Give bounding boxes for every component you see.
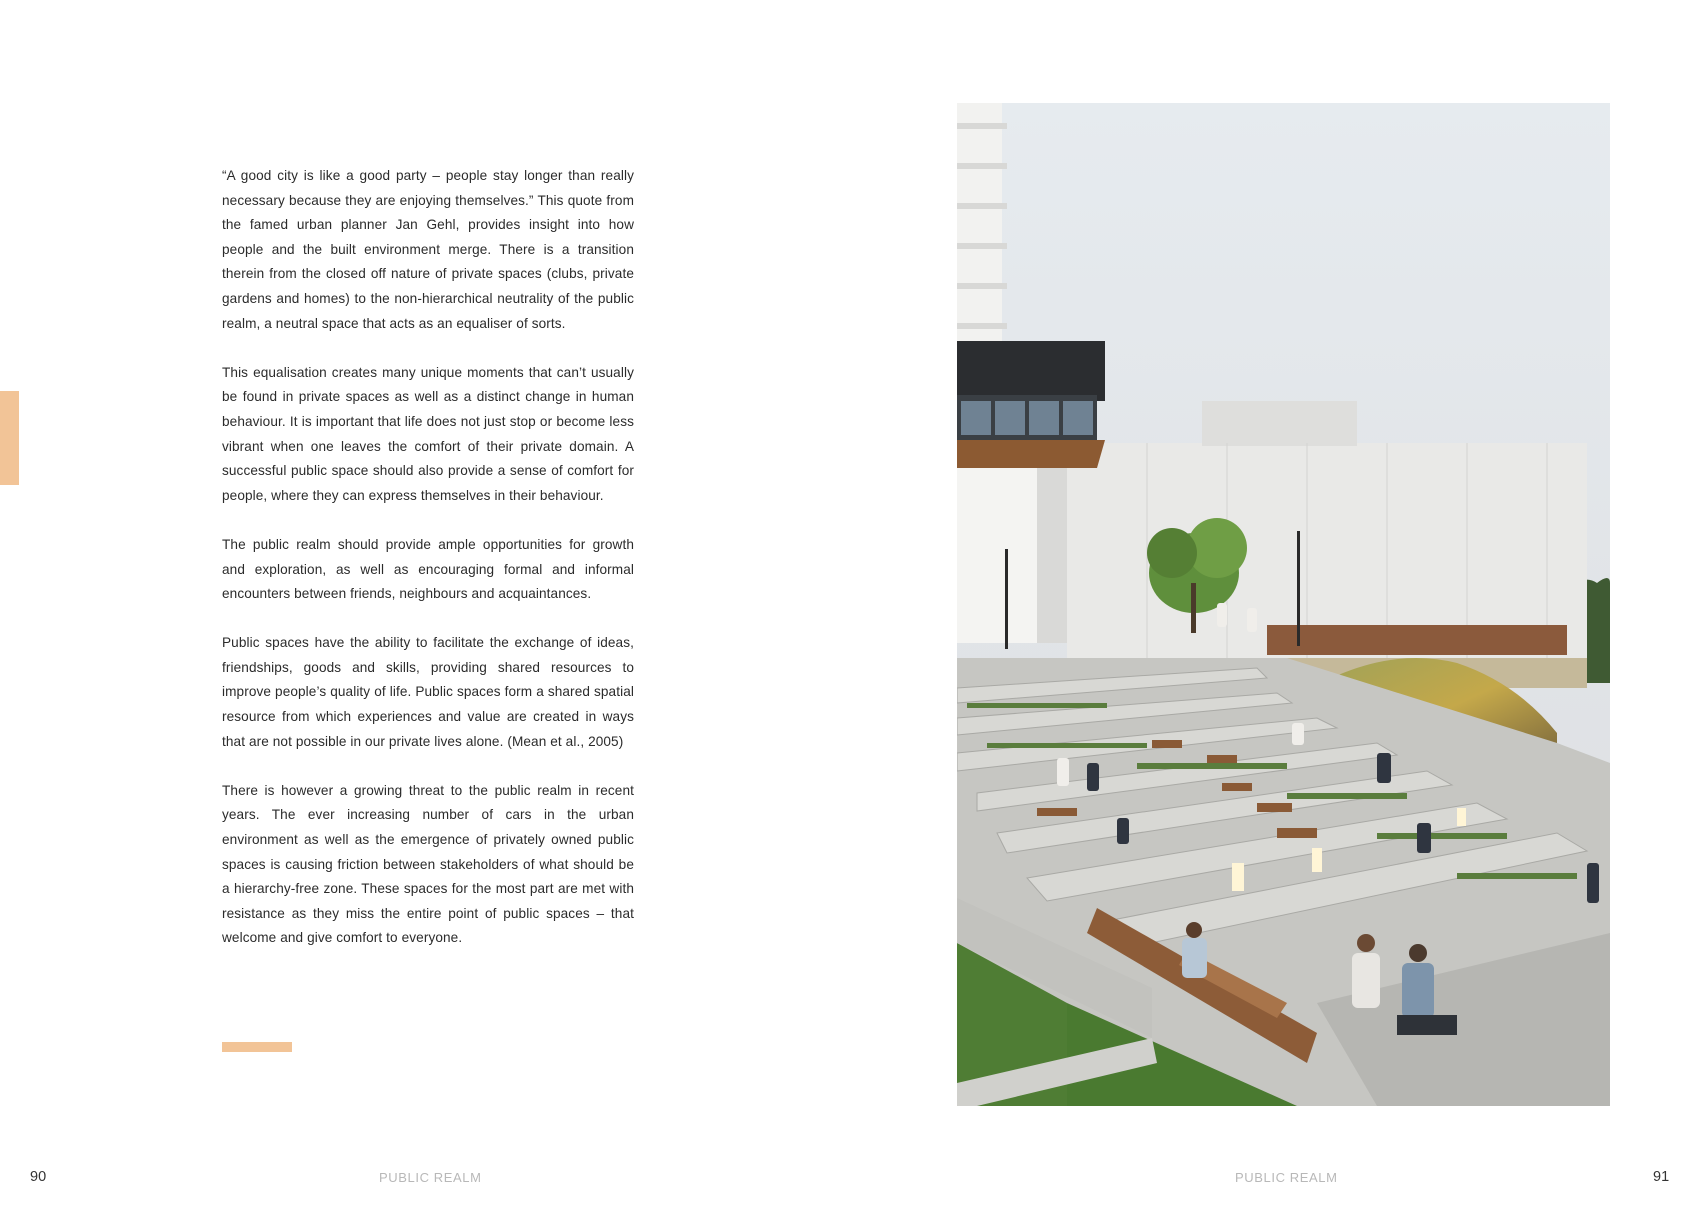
right-page-number: 91	[1653, 1169, 1670, 1185]
side-accent-tab	[0, 391, 19, 485]
right-section-label: PUBLIC REALM	[1235, 1170, 1338, 1185]
accent-bar	[222, 1042, 292, 1052]
paragraph-equalisation: This equalisation creates many unique moments that can’t usually be found in private spaces as well as a distinct change in human behaviour. It is important that life does not just stop or become less vibrant when one leaves the comfort of their private domain. A successful public space should also provide a sense of comfort for people, where they can express themselves in their behaviour.	[222, 364, 634, 503]
photo-illustration	[957, 103, 1610, 1106]
paragraph-gehl-quote: “A good city is like a good party – people stay longer than really necessary because they are enjoying themselves.” This quote from the famed urban planner Jan Gehl, provides insight into how people and the built environment merge. There is a transition therein from the closed off nature of private spaces (clubs, private gardens and homes) to the non-hierarchical neutrality of the public realm, a neutral space that acts as an equaliser of sorts.	[222, 168, 634, 331]
paragraph-exchange: Public spaces have the ability to facilitate the exchange of ideas, friendships, goods and skills, providing shared resources to improve people’s quality of life. Public spaces form a shared spatial resource from which experiences and value are created in ways that are not possible in our private lives alone. (Mean et al., 2005)	[222, 635, 634, 749]
left-section-label: PUBLIC REALM	[379, 1170, 482, 1185]
body-text-column	[222, 164, 634, 951]
public-space-photo	[957, 103, 1610, 1106]
left-page-number: 90	[30, 1169, 47, 1185]
paragraph-opportunities: The public realm should provide ample opportunities for growth and exploration, as well as encouraging formal and informal encounters between friends, neighbours and acquaintances.	[222, 536, 634, 602]
paragraph-threat: There is however a growing threat to the public realm in recent years. The ever increasing number of cars in the urban environment as well as the emergence of privately owned public spaces is causing friction between stakeholders of what should be a hierarchy-free zone. These spaces for the most part are met with resistance as they miss the entire point of public spaces – that welcome and give comfort to everyone.	[222, 782, 634, 946]
